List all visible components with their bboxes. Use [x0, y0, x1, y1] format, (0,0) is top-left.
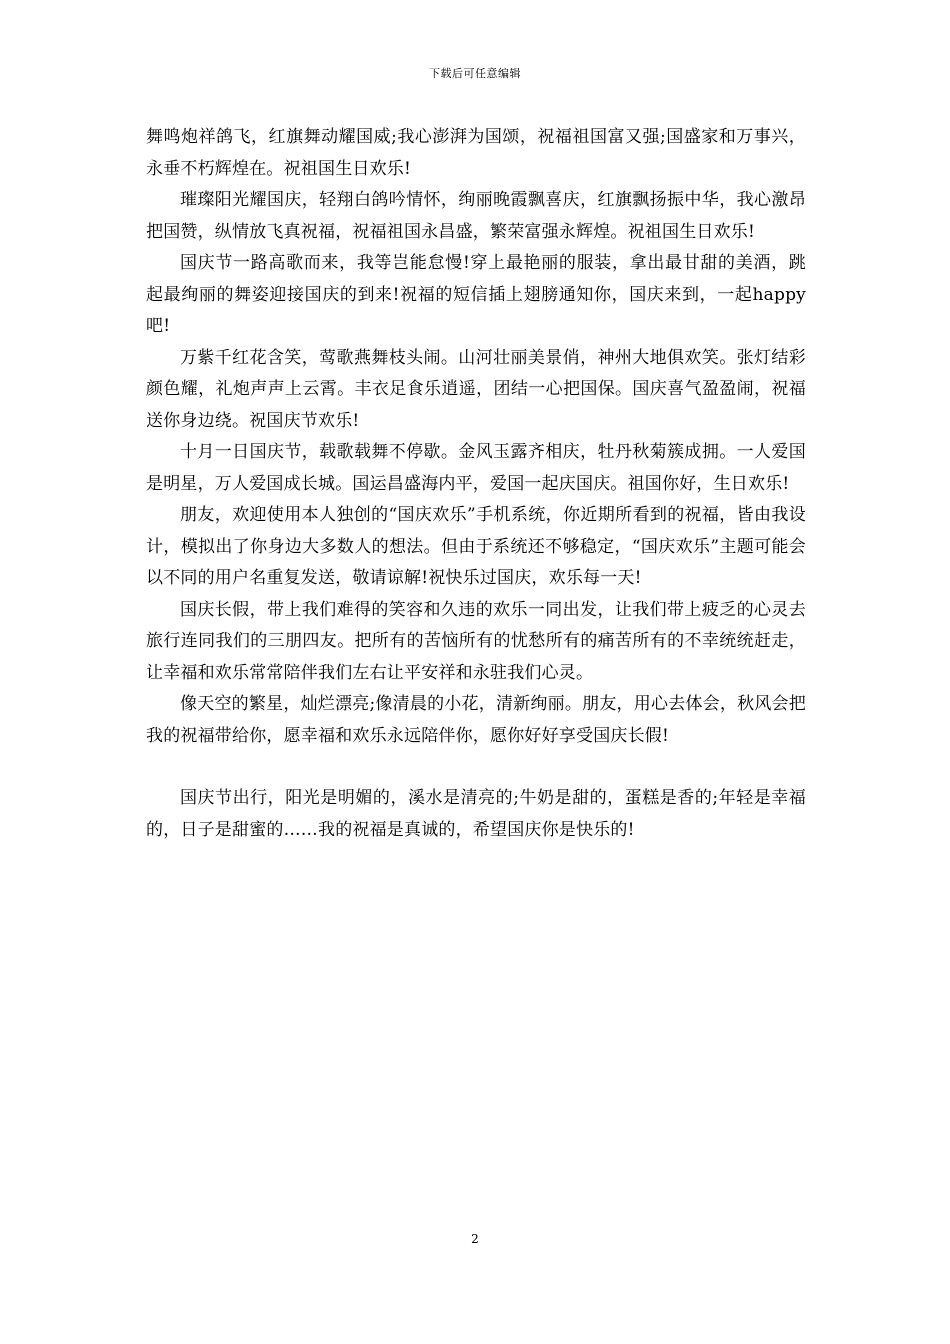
paragraph-6: 朋友，欢迎使用本人独创的“国庆欢乐”手机系统，你近期所看到的祝福，皆由我设计，模拟出了你身边大多数人的想法。但由于系统还不够稳定，“国庆欢乐”主题可能会以不同的用户名重复发送，敬请谅解!祝快乐过国庆，欢乐每一天! — [146, 505, 806, 588]
page-number: 2 — [471, 1232, 479, 1246]
paragraph-4: 万紫千红花含笑，莺歌燕舞枝头闹。山河壮丽美景俏，神州大地俱欢笑。张灯结彩颜色耀，礼炮声声上云霄。丰衣足食乐逍遥，团结一心把国保。国庆喜气盈盈闹，祝福送你身边绕。祝国庆节欢乐! — [146, 347, 806, 431]
page-header: 下载后可任意编辑 — [429, 67, 521, 80]
paragraph-7: 国庆长假，带上我们难得的笑容和久违的欢乐一同出发，让我们带上疲乏的心灵去旅行连同我们的三朋四友。把所有的苦恼所有的忧愁所有的痛苦所有的不幸统统赶走，让幸福和欢乐常常陪伴我们左右让平安祥和永驻我们心灵。 — [146, 599, 806, 683]
paragraph-1: 舞鸣炮祥鸽飞，红旗舞动耀国威;我心澎湃为国颂，祝福祖国富又强;国盛家和万事兴，永垂不朽辉煌在。祝祖国生日欢乐! — [146, 127, 806, 179]
paragraph-8: 像天空的繁星，灿烂漂亮;像清晨的小花，清新绚丽。朋友，用心去体会，秋风会把我的祝福带给你，愿幸福和欢乐永远陪伴你，愿你好好享受国庆长假! — [146, 694, 806, 746]
paragraph-5: 十月一日国庆节，载歌载舞不停歇。金风玉露齐相庆，牡丹秋菊簇成拥。一人爱国是明星，万人爱国成长城。国运昌盛海内平，爱国一起庆国庆。祖国你好，生日欢乐! — [146, 442, 806, 494]
document-body — [146, 122, 806, 846]
paragraph-2: 璀璨阳光耀国庆，轻翔白鸽吟情怀，绚丽晚霞飘喜庆，红旗飘扬振中华，我心激昂把国赞，纵情放飞真祝福，祝福祖国永昌盛，繁荣富强永辉煌。祝祖国生日欢乐! — [146, 190, 806, 242]
paragraph-3: 国庆节一路高歌而来，我等岂能怠慢!穿上最艳丽的服装，拿出最甘甜的美酒，跳起最绚丽的舞姿迎接国庆的到来!祝福的短信插上翅膀通知你，国庆来到，一起happy吧! — [146, 253, 806, 336]
paragraph-9: 国庆节出行，阳光是明媚的，溪水是清亮的;牛奶是甜的，蛋糕是香的;年轻是幸福的，日子是甜蜜的……我的祝福是真诚的，希望国庆你是快乐的! — [146, 788, 806, 840]
